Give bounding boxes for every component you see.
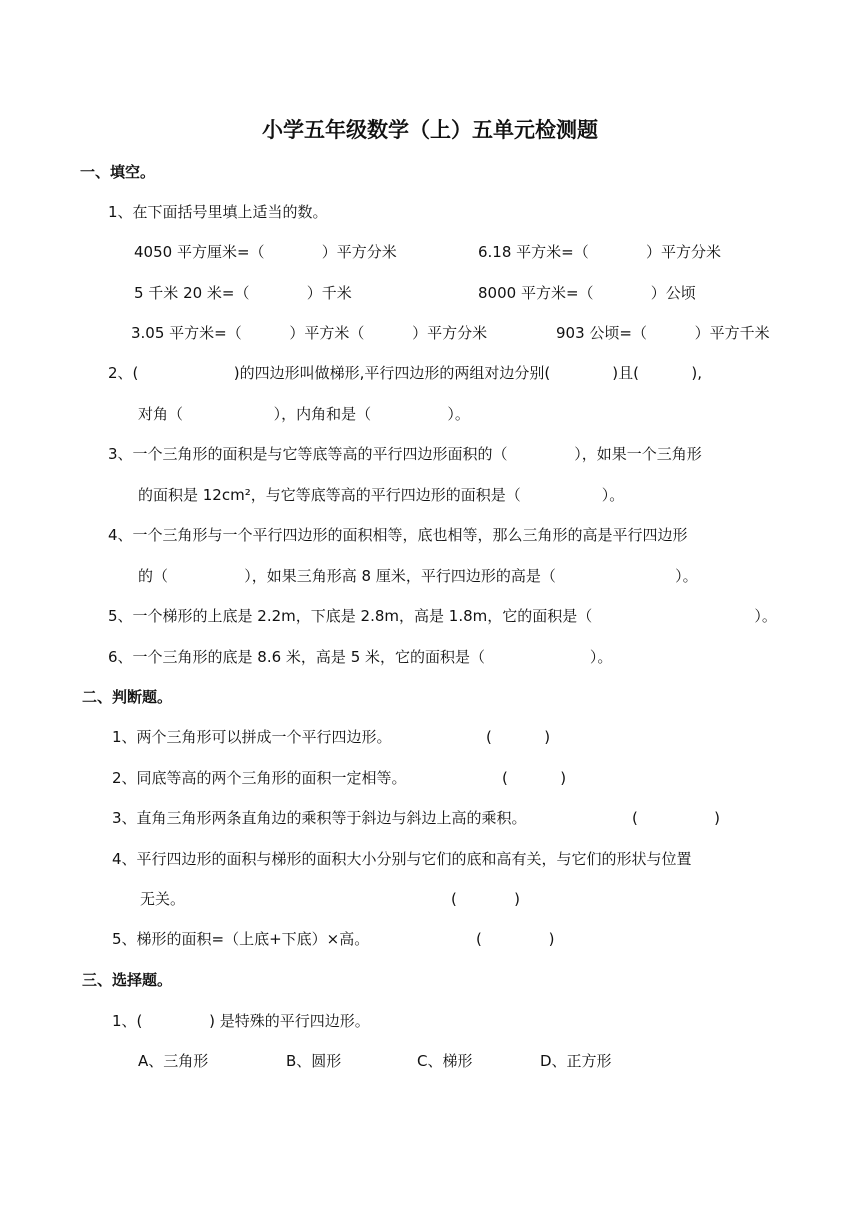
judge-q3-answer-paren: ( ) [632,809,720,827]
fill-q6: 6、一个三角形的底是 8.6 米，高是 5 米，它的面积是（ ）。 [108,648,613,666]
fill-q4-line1: 4、一个三角形与一个平行四边形的面积相等，底也相等，那么三角形的高是平行四边形 [108,526,688,544]
judge-q4-answer-paren: ( ) [451,890,520,908]
fill-q3-line2: 的面积是 12cm²，与它等底等高的平行四边形的面积是（ ）。 [138,486,625,504]
judge-q2: 2、同底等高的两个三角形的面积一定相等。 [112,769,407,787]
judge-q1-answer-paren: ( ) [486,728,551,746]
fill-q2-line1: 2、( )的四边形叫做梯形,平行四边形的两组对边分别( )且( ), [108,364,702,382]
judge-q5: 5、梯形的面积=（上底+下底）×高。 [112,930,370,948]
choice-q1-option-a: A、三角形 [138,1052,209,1070]
choice-q1-option-b: B、圆形 [286,1052,342,1070]
choice-q1-option-d: D、正方形 [540,1052,612,1070]
judge-q2-answer-paren: ( ) [502,769,567,787]
section-heading-fill: 一、填空。 [80,163,156,181]
fill-q2-line2: 对角（ ），内角和是（ ）。 [138,405,470,423]
judge-q3: 3、直角三角形两条直角边的乘积等于斜边与斜边上高的乘积。 [112,809,527,827]
fill-q1-row3-right: 903 公顷=（ ）平方千米 [556,324,770,342]
choice-q1: 1、( ) 是特殊的平行四边形。 [112,1012,370,1030]
fill-q1-stem: 1、在下面括号里填上适当的数。 [108,203,328,221]
fill-q4-line2: 的（ ），如果三角形高 8 厘米，平行四边形的高是（ ）。 [138,567,698,585]
fill-q1-row2-left: 5 千米 20 米=（ ）千米 [134,284,352,302]
fill-q1-row3-left: 3.05 平方米=（ ）平方米（ ）平方分米 [131,324,488,342]
fill-q1-row1-left: 4050 平方厘米=（ ）平方分米 [134,243,397,261]
fill-q5: 5、一个梯形的上底是 2.2m，下底是 2.8m，高是 1.8m，它的面积是（ ）。 [108,607,777,625]
judge-q1: 1、两个三角形可以拼成一个平行四边形。 [112,728,392,746]
section-heading-choice: 三、选择题。 [82,971,173,989]
judge-q5-answer-paren: ( ) [476,930,555,948]
judge-q4-line1: 4、平行四边形的面积与梯形的面积大小分别与它们的底和高有关，与它们的形状与位置 [112,850,692,868]
choice-q1-option-c: C、梯形 [417,1052,473,1070]
fill-q1-row2-right: 8000 平方米=（ ）公顷 [478,284,696,302]
judge-q4-line2: 无关。 [140,890,186,908]
fill-q3-line1: 3、一个三角形的面积是与它等底等高的平行四边形面积的（ ），如果一个三角形 [108,445,702,463]
page-title: 小学五年级数学（上）五单元检测题 [262,118,598,142]
fill-q1-row1-right: 6.18 平方米=（ ）平方分米 [478,243,721,261]
section-heading-judge: 二、判断题。 [82,688,173,706]
